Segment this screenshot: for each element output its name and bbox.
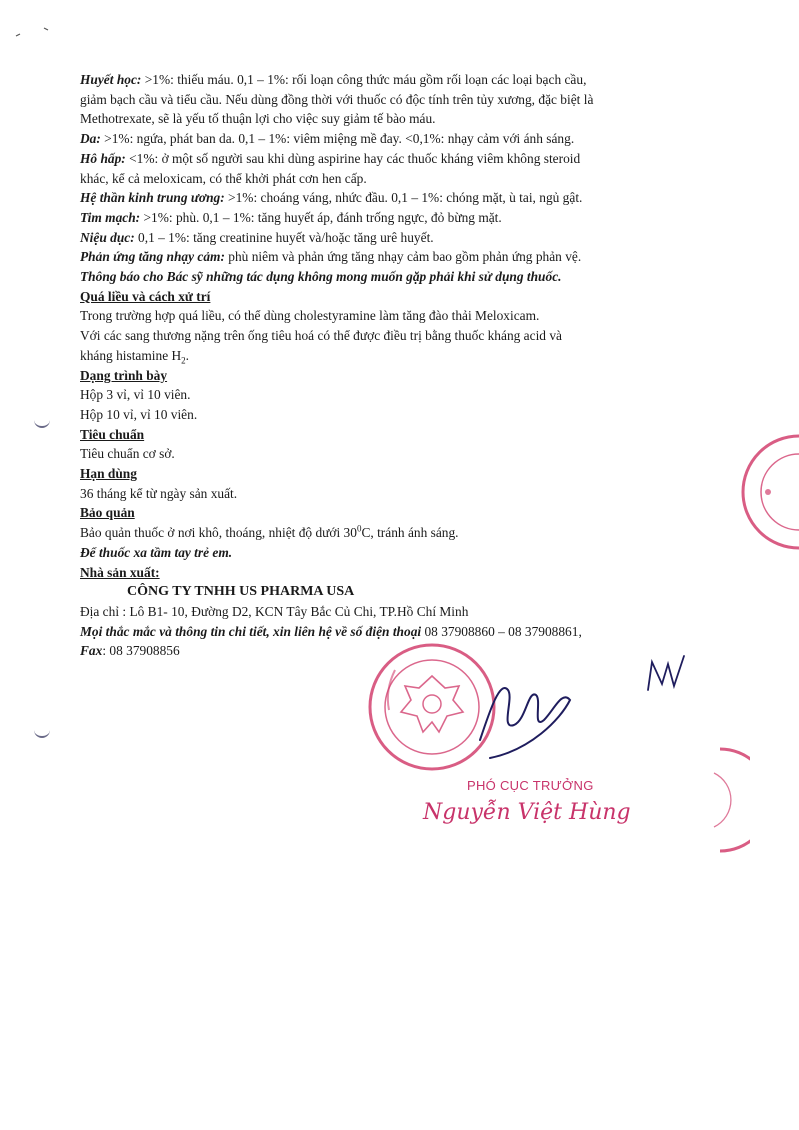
tim-mach-label: Tim mạch: [80,209,141,225]
company-name: CÔNG TY TNHH US PHARMA USA [127,584,355,600]
edge-stamp [738,432,799,552]
than-kinh-line: Hệ thần kinh trung ương: >1%: choáng váng, nhức đầu. 0,1 – 1%: chóng mặt, ù tai, ngủ gật. [80,190,583,206]
da-line: Da: >1%: ngứa, phát ban da. 0,1 – 1%: viêm miệng mề đay. <0,1%: nhạy cảm với ánh sáng. [80,131,575,147]
phone-numbers: 08 37908860 – 08 37908861, [421,623,582,639]
bao-quan-text: Bảo quản thuốc ở nơi khô, thoáng, nhiệt độ dưới $30^0C$, tránh ánh sáng. [80,523,459,541]
ho-hap-line-1: Hô hấp: <1%: ở một số người sau khi dùng aspirine hay các thuốc kháng viêm không steroid [80,150,581,166]
tim-mach-line: Tim mạch: >1%: phù. 0,1 – 1%: tăng huyết áp, đánh trống ngực, đỏ bừng mặt. [80,209,502,225]
contact-line [80,622,695,642]
bao-quan-heading: Bảo quản [80,505,135,521]
than-kinh-label: Hệ thần kinh trung ương: [80,190,225,206]
nha-san-xuat-heading: Nhà sản xuất: [80,564,160,580]
han-dung-heading: Hạn dùng [80,466,137,482]
edge-stamp-lower [690,745,750,855]
company-address: Địa chỉ : Lô B1- 10, Đường D2, KCN Tây Bắc Củ Chi, TP.Hồ Chí Minh [80,603,469,619]
fax-label: Fax [80,643,103,659]
huyet-hoc-line-2: giảm bạch cầu và tiểu cầu. Nếu dùng đồng thời với thuốc có độc tính trên tủy xương, đặc biệt là [80,91,594,107]
dang-trinh-bay-heading: Dạng trình bày [80,367,168,383]
qua-lieu-line-2: Với các sang thương nặng trên ống tiêu hoá có thể được điều trị bằng thuốc kháng acid và [80,328,562,344]
bao-quan-warning: Để thuốc xa tầm tay trẻ em. [80,544,233,560]
ho-hap-label: Hô hấp: [80,150,126,166]
qua-lieu-line-1: Trong trường hợp quá liều, có thể dùng cholestyramine làm tăng đào thải Meloxicam. [80,308,540,324]
nieu-duc-label: Niệu dục: [80,229,135,245]
phan-ung-label: Phản ứng tăng nhạy cảm: [80,249,225,265]
dang-trinh-bay-item: Hộp 3 vỉ, vỉ 10 viên. [80,387,191,403]
contact-label: Mọi thắc mắc và thông tin chi tiết, xin liên hệ về số điện thoại [80,623,422,639]
ho-hap-line-2: khác, kể cả meloxicam, có thể khởi phát cơn hen cấp. [80,170,367,186]
thong-bao-line: Thông báo cho Bác sỹ những tác dụng không mong muốn gặp phải khi sử dụng thuốc. [80,269,562,285]
huyet-hoc-line-1: Huyết học: >1%: thiếu máu. 0,1 – 1%: rối loạn công thức máu gồm rối loạn các loại bạch cầu, [80,72,587,87]
scan-speck [14,24,54,44]
fax-number: : 08 37908856 [102,643,180,659]
approver-title: PHÓ CỤC TRƯỞNG [467,778,594,793]
huyet-hoc-label: Huyết học: [80,72,142,87]
da-label: Da: [80,131,101,147]
binder-hole-mark [34,726,50,738]
nieu-duc-line: Niệu dục: 0,1 – 1%: tăng creatinine huyết và/hoặc tăng urê huyết. [80,229,434,245]
han-dung-text: 36 tháng kể từ ngày sản xuất. [80,485,238,501]
tieu-chuan-heading: Tiêu chuẩn [80,426,145,442]
signature-scribble [470,670,580,760]
qua-lieu-line-3: kháng histamine $H_2$. [80,347,190,366]
dang-trinh-bay-item: Hộp 10 vỉ, vỉ 10 viên. [80,406,198,422]
document-body [80,70,695,661]
tieu-chuan-text: Tiêu chuẩn cơ sở. [80,446,175,462]
qua-lieu-heading: Quá liều và cách xử trí [80,288,211,304]
huyet-hoc-line-3: Methotrexate, sẽ là yếu tố thuận lợi cho việc suy giảm tế bào máu. [80,111,436,127]
phan-ung-line: Phản ứng tăng nhạy cảm: phù niêm và phản ứng tăng nhạy cảm bao gồm phản ứng phản vệ. [80,249,582,265]
initials-scribble [640,650,690,700]
binder-hole-mark [34,416,50,428]
approver-name: Nguyễn Việt Hùng [423,800,631,825]
